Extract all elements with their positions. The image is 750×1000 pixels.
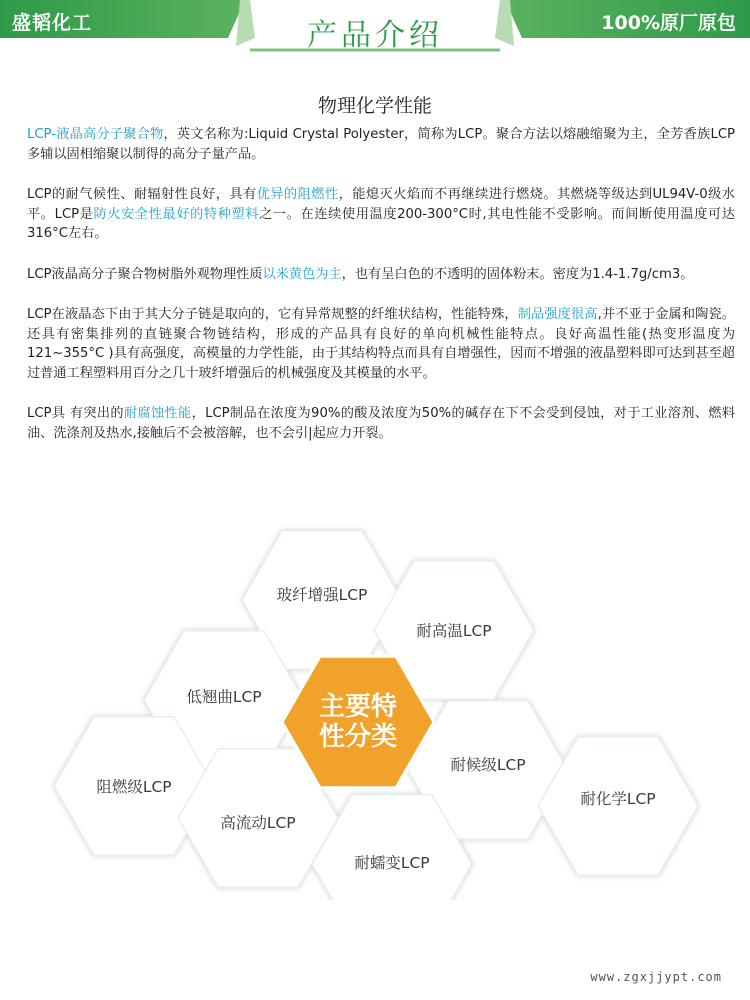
highlighted-text: 以米黄色为主 [262,266,342,282]
body-text: ,并不亚于金属和陶瓷。还具有密集排列的直链聚合物链结构，形成的产品具有良好的单向机械性能特点。良好高温性能(热变形温度为121~355°C )具有高强度，高模量的力学性能，由于其结构特点而具有自增强性，因而不增强的液晶塑料即可达到甚至超过普通工程塑料用百分之几十玻纤增强后的机械强度及其模量的水平。 [27,307,735,381]
hex-label-creep: 耐蠕变LCP [354,854,430,872]
hex-label-high-flow: 高流动LCP [220,814,296,832]
body-text: ，LCP制品在浓度为90%的酸及浓度为50%的碱存在下不会受到侵蚀，对于工业溶剂、燃料油、洗涤剂及热水,接触后不会被溶解，也不会引|起应力开裂。 [27,406,736,441]
paragraph [27,265,735,285]
body-text: ，能熄灭火焰而不再继续进行燃烧。其燃烧等级达到UL94V-0级水平。LCP是 [27,187,735,222]
hex-label-low-warpage: 低翘曲LCP [186,688,262,706]
highlighted-text: LCP-液晶高分子聚合物 [27,127,164,142]
paragraph [27,404,735,443]
highlighted-text: 优异的阻燃性 [256,187,339,202]
center-hex-label [298,692,418,752]
body-text: ，也有呈白色的不透明的固体粉末。密度为1.4-1.7g/cm3。 [341,266,694,282]
hex-label-flame-retardant: 阻燃级LCP [96,778,172,796]
header-banner [0,0,750,52]
highlighted-text: 防火安全性最好的特种塑料 [93,206,260,222]
watermark: www.zgxjjypt.com [590,970,722,984]
description-text [27,125,735,464]
body-text: LCP在液晶态下由于其大分子链是取向的，它有异常规整的纤维状结构，性能特殊， [27,307,518,322]
paragraph [27,185,735,244]
hex-label-weather: 耐候级LCP [450,756,526,774]
hex-label-high-temp: 耐高温LCP [416,622,492,640]
center-label-line2: 性分类 [318,722,397,752]
body-text: ，英文名称为:Liquid Crystal Polyester，简称为LCP。聚合方法以熔融缩聚为主，全芳香族LCP多辅以固相缩聚以制得的高分子量产品。 [27,127,735,162]
page-title: 产品介绍 [307,18,443,53]
feature-hexagon-diagram [0,490,750,900]
body-text: 之一。在连续使用温度200-300°C时,其电性能不受影响。而间断使用温度可达316°C左右。 [27,206,736,241]
body-text: LCP的耐气候性、耐辐射性良好，具有 [27,187,257,202]
center-label-line1: 主要特 [318,692,397,722]
paragraph [27,125,735,164]
tagline: 100%原厂原包 [601,12,736,34]
section-title: 物理化学性能 [317,95,432,117]
paragraph [27,305,735,383]
hex-label-glass-fiber: 玻纤增强LCP [276,586,368,604]
body-text: LCP具 有突出的 [27,406,124,421]
hex-label-chemical: 耐化学LCP [580,790,656,808]
body-text: LCP液晶高分子聚合物树脂外观物理性质 [27,266,263,282]
highlighted-text: 耐腐蚀性能 [123,406,192,421]
highlighted-text: 制品强度很高 [517,307,598,322]
brand-name: 盛韬化工 [12,12,93,34]
